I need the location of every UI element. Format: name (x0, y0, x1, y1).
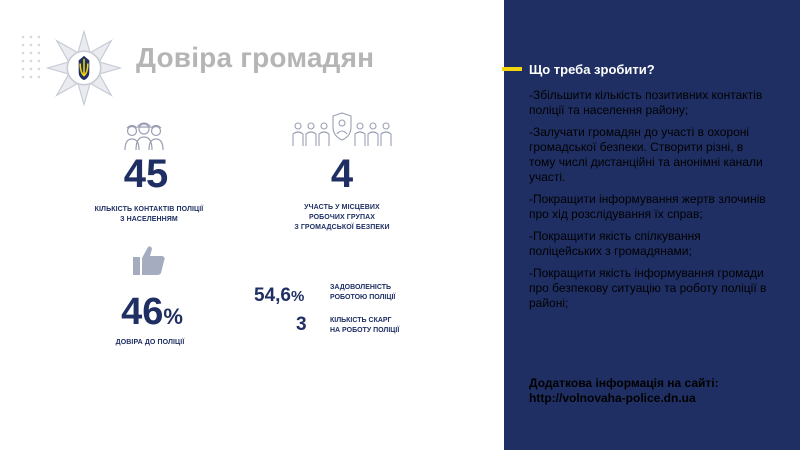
police-star-emblem-icon (46, 30, 122, 106)
groups-value: 4 (330, 152, 354, 196)
list-item: -Залучати громадян до участі в охороні громадської безпеки. Створити різні, в тому числі дистанційні та анонімні канали участі. (529, 125, 763, 184)
dot-grid-decoration (20, 34, 44, 84)
more-info-label: Додаткова інформація на сайті: (529, 376, 719, 390)
trust-caption: ДОВІРА ДО ПОЛІЦІЇ (115, 339, 185, 346)
trust-value: 46% (121, 291, 183, 333)
list-item: -Збільшити кількість позитивних контактів поліції та населення району; (529, 88, 763, 117)
todo-list (529, 88, 769, 318)
todo-heading: Що треба зробити? (529, 62, 655, 77)
website-link[interactable]: http://volnovaha-police.dn.ua (529, 391, 696, 405)
thumbs-up-icon (132, 244, 166, 276)
list-item: -Покращити якість спілкування поліцейських з громадянами; (529, 229, 701, 258)
page-title: Довіра громадян (136, 42, 375, 73)
group-people-icon (290, 112, 394, 148)
groups-caption: УЧАСТЬ У МІСЦЕВИХ РОБОЧИХ ГРУПАХ З ГРОМАДСЬКОЇ БЕЗПЕКИ (294, 204, 390, 231)
list-item: -Покращити якість інформування громади про безпекову ситуацію та роботу поліції в районі; (529, 266, 767, 310)
complaints-value: 3 (296, 314, 307, 335)
satisfaction-caption: ЗАДОВОЛЕНІСТЬ РОБОТОЮ ПОЛІЦІЇ (330, 284, 396, 301)
complaints-caption: КІЛЬКІСТЬ СКАРГ НА РОБОТУ ПОЛІЦІЇ (330, 317, 400, 334)
list-item: -Покращити інформування жертв злочинів про хід розслідування їх справ; (529, 192, 766, 221)
contacts-caption: КІЛЬКІСТЬ КОНТАКТІВ ПОЛІЦІЇ З НАСЕЛЕННЯМ (94, 206, 204, 223)
accent-bar (502, 67, 522, 71)
satisfaction-value: 54,6% (254, 285, 305, 306)
police-officers-icon (122, 120, 166, 154)
contacts-value: 45 (123, 152, 169, 196)
more-info (529, 376, 769, 406)
